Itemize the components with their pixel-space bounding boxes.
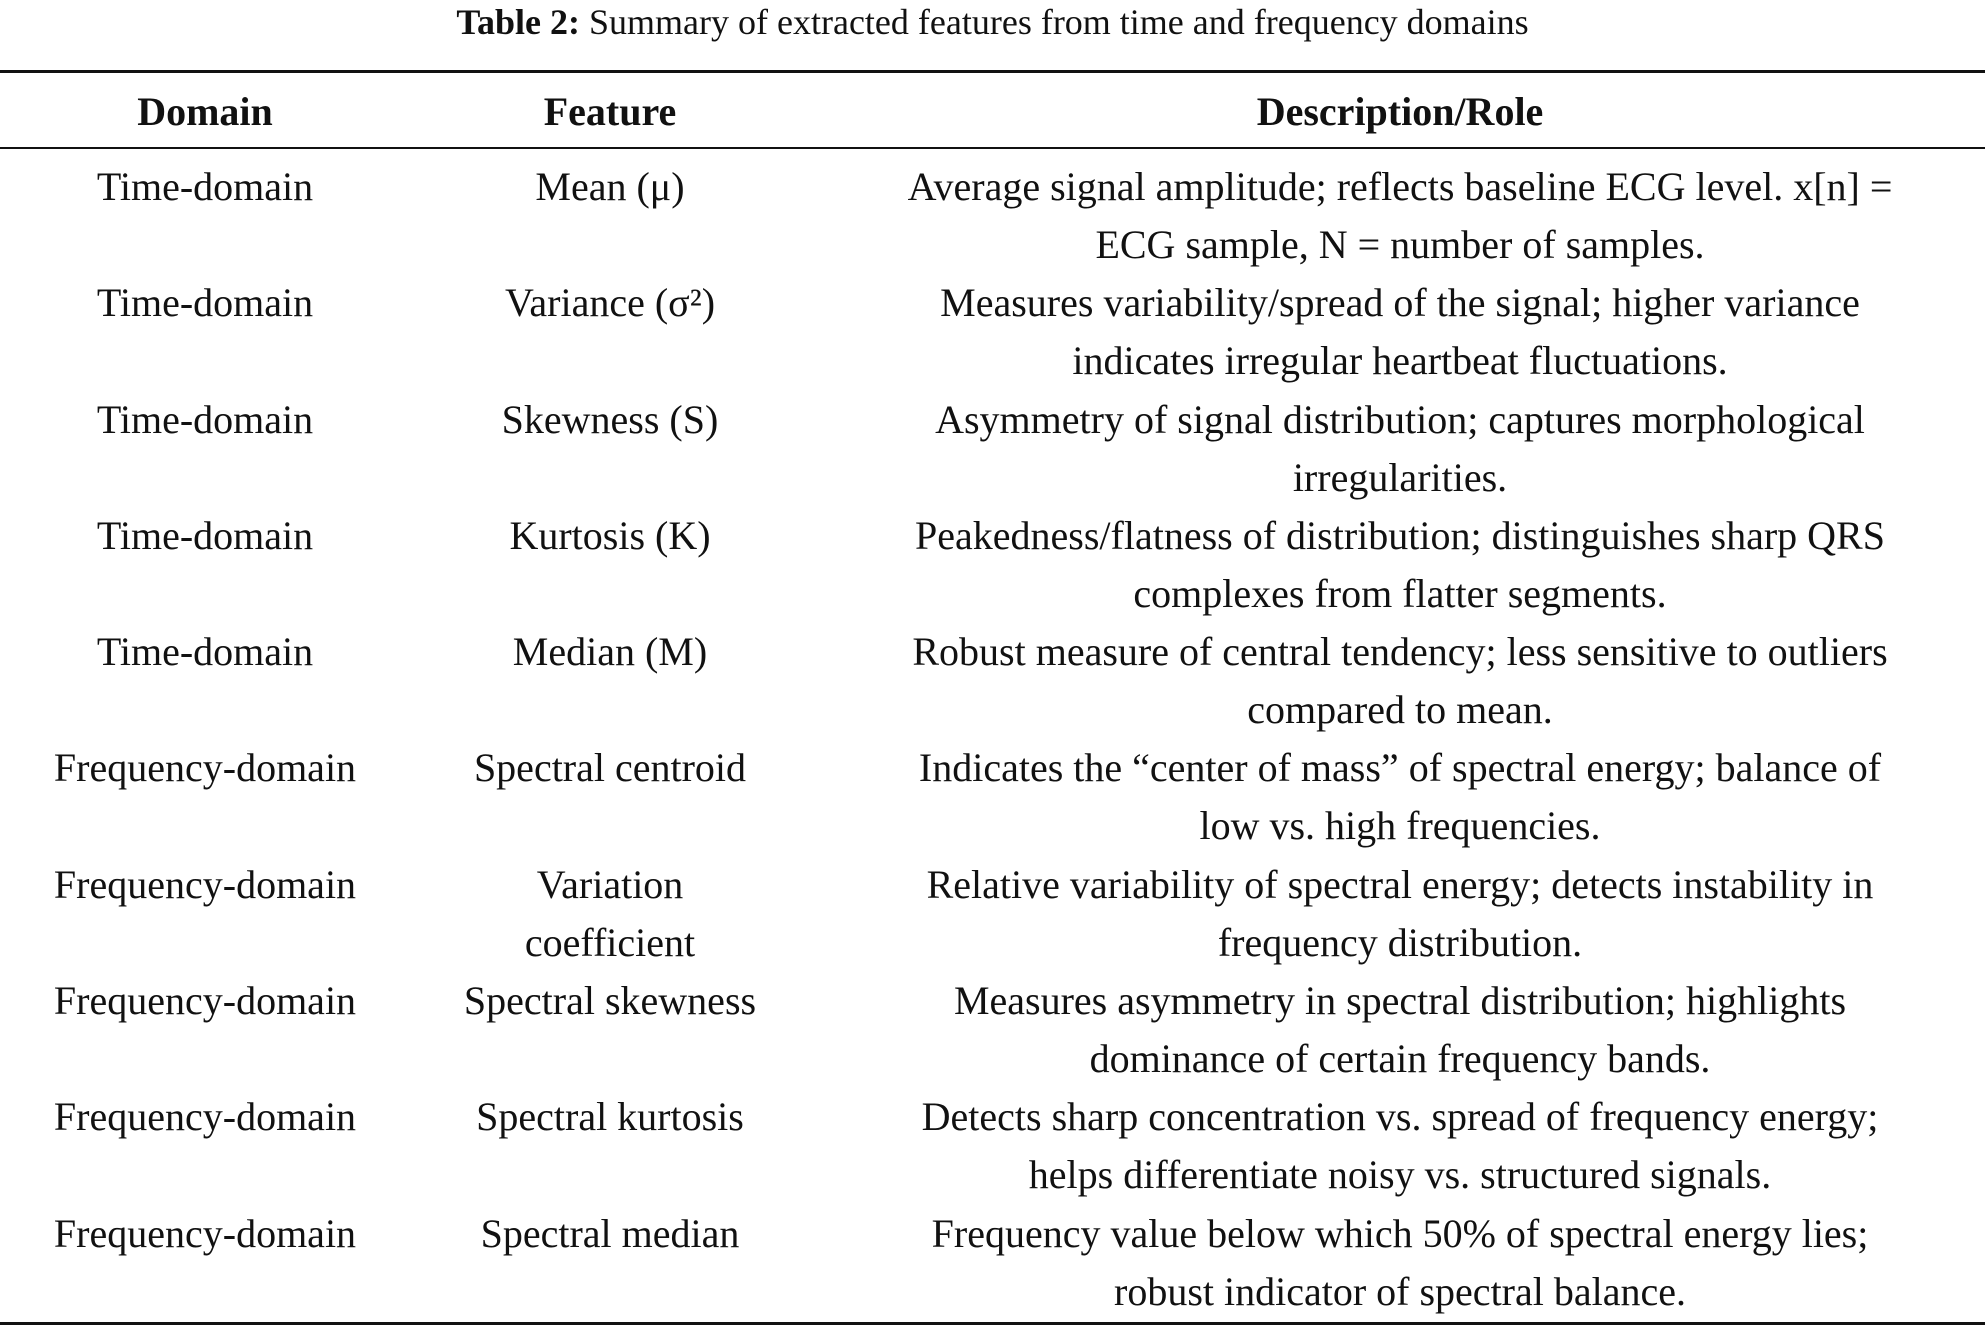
table-body [0, 158, 1985, 1321]
description-line: ECG sample, N = number of samples. [1095, 222, 1705, 267]
table-row [0, 158, 1985, 274]
cell-description [820, 856, 1980, 972]
cell-feature: Spectral skewness [463, 978, 757, 1024]
description-line: Measures asymmetry in spectral distribution; highlights [953, 978, 1847, 1024]
table-row [0, 1205, 1985, 1321]
cell-feature: Variance (σ²) [504, 280, 716, 326]
cell-description [820, 507, 1980, 623]
cell-domain: Frequency-domain [53, 978, 357, 1024]
description-line: Indicates the “center of mass” of spectral energy; balance of [918, 745, 1882, 791]
header-domain: Domain [137, 89, 273, 134]
cell-domain: Time-domain [96, 629, 314, 675]
cell-feature: Kurtosis (K) [509, 512, 711, 558]
description-line: Peakedness/flatness of distribution; distinguishes sharp QRS [915, 512, 1885, 558]
header-rule [0, 147, 1985, 149]
cell-description [820, 1205, 1980, 1321]
description-line: complexes from flatter segments. [1133, 570, 1667, 616]
cell-domain: Time-domain [96, 396, 314, 442]
top-rule [0, 70, 1985, 73]
cell-domain: Time-domain [96, 280, 314, 326]
cell-description [820, 391, 1980, 507]
description-line: Robust measure of central tendency; less sensitive to outliers [912, 629, 1888, 675]
table-caption-label: Table 2: [456, 2, 581, 42]
description-line: compared to mean. [1247, 687, 1553, 733]
cell-description [820, 158, 1980, 274]
cell-domain: Frequency-domain [53, 1094, 357, 1140]
cell-description [820, 739, 1980, 855]
description-line: irregularities. [1292, 454, 1508, 500]
cell-description [820, 623, 1980, 739]
cell-domain: Frequency-domain [53, 745, 357, 791]
bottom-rule [0, 1322, 1985, 1325]
table-header [0, 82, 1985, 142]
description-line: helps differentiate noisy vs. structured signals. [1028, 1152, 1772, 1198]
table-row [0, 274, 1985, 390]
description-line: low vs. high frequencies. [1199, 803, 1601, 849]
cell-feature: Spectral centroid [473, 745, 747, 791]
cell-feature: Median (M) [512, 629, 708, 675]
description-line: Asymmetry of signal distribution; captures morphological [935, 396, 1865, 442]
table-caption [0, 0, 1985, 44]
description-line: Measures variability/spread of the signal; higher variance [940, 280, 1860, 326]
cell-domain: Time-domain [96, 512, 314, 558]
table-caption-text: Summary of extracted features from time and frequency domains [580, 2, 1529, 42]
table-row [0, 507, 1985, 623]
cell-description [820, 274, 1980, 390]
description-line: Detects sharp concentration vs. spread of frequency energy; [921, 1094, 1879, 1140]
header-feature: Feature [543, 89, 677, 134]
description-line: frequency distribution. [1217, 919, 1583, 965]
table-row [0, 739, 1985, 855]
description-line: Frequency value below which 50% of spectral energy lies; [931, 1210, 1869, 1256]
description-line: dominance of certain frequency bands. [1089, 1036, 1711, 1082]
table-row [0, 1088, 1985, 1204]
cell-domain: Frequency-domain [53, 861, 357, 907]
table-row [0, 972, 1985, 1088]
cell-domain: Frequency-domain [53, 1210, 357, 1256]
cell-domain: Time-domain [96, 164, 314, 209]
cell-description [820, 1088, 1980, 1204]
cell-feature: Skewness (S) [501, 396, 719, 442]
cell-feature: Spectral median [480, 1210, 740, 1256]
cell-feature: Variation coefficient [524, 861, 696, 965]
table-row [0, 623, 1985, 739]
description-line: Relative variability of spectral energy; detects instability in [926, 861, 1874, 907]
table-row [0, 856, 1985, 972]
description-line: robust indicator of spectral balance. [1114, 1268, 1686, 1314]
cell-feature: Mean (μ) [535, 164, 685, 209]
header-description: Description/Role [1256, 89, 1544, 134]
cell-feature: Spectral kurtosis [476, 1094, 744, 1140]
cell-description [820, 972, 1980, 1088]
table-row [0, 391, 1985, 507]
description-line: Average signal amplitude; reflects baseline ECG level. x[n] = [907, 164, 1893, 209]
description-line: indicates irregular heartbeat fluctuations. [1072, 338, 1728, 384]
